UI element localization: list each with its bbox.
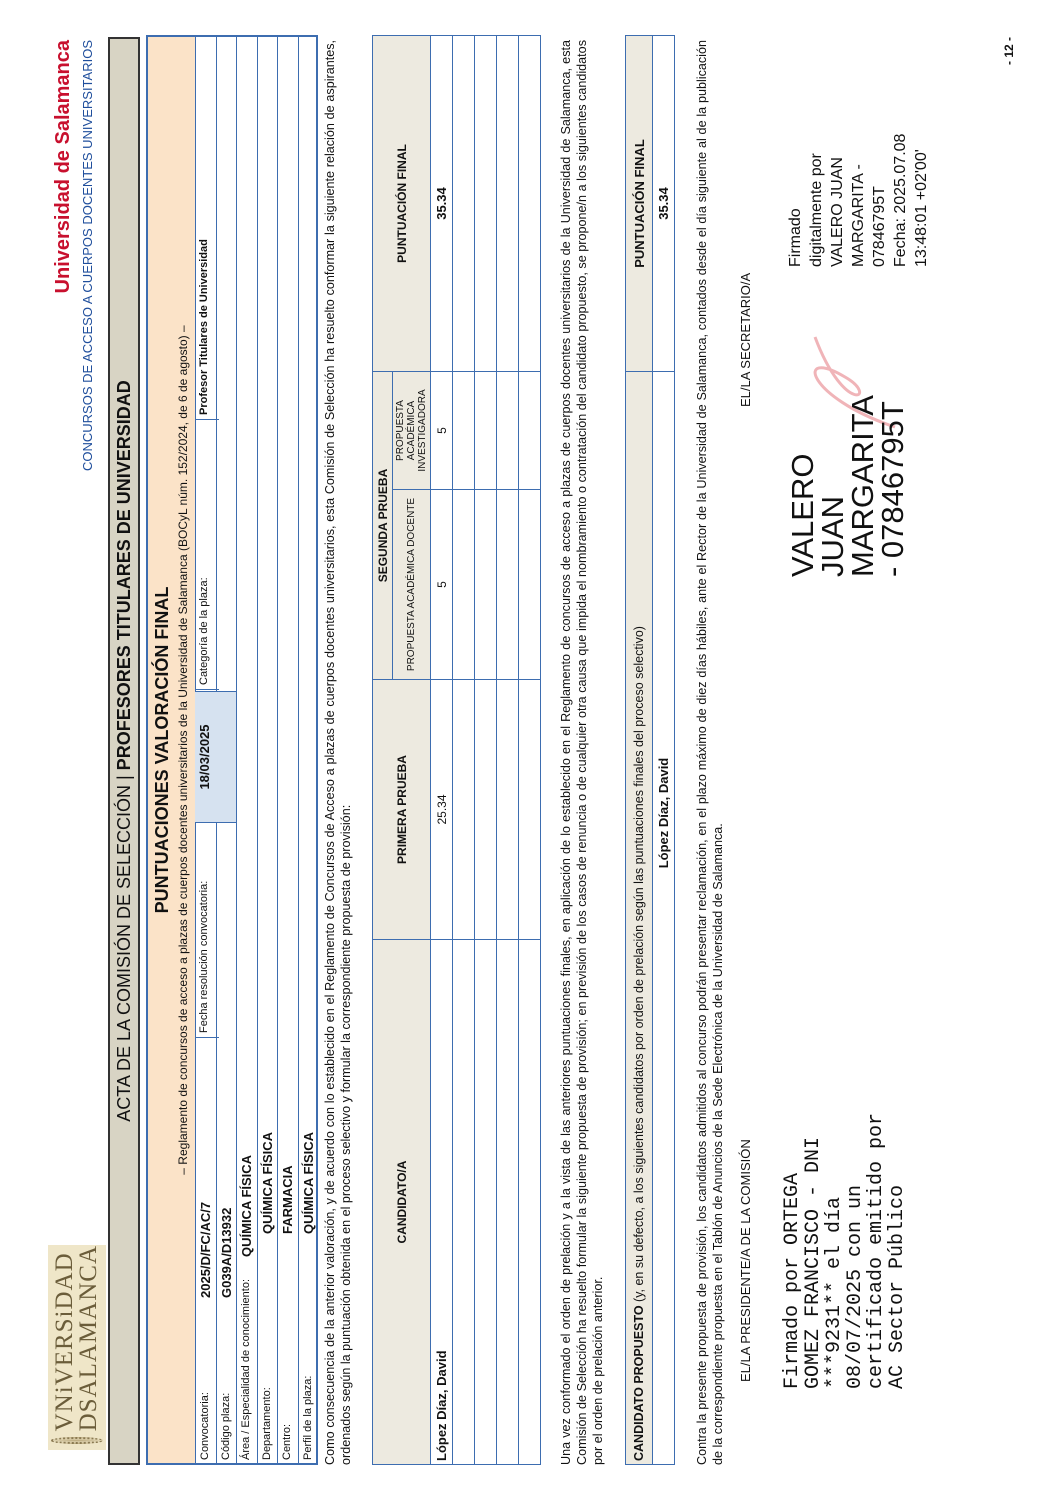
proposed-final-header: PUNTUACIÓN FINAL [626,36,653,372]
proposed-score: 35.34 [653,36,675,372]
label: Código plaza: [219,1392,232,1460]
table-row [497,36,519,1465]
label: Área / Especialidad de conocimiento: [240,1279,252,1460]
seal-icon [51,1437,103,1444]
label: Convocatoria: [199,1392,211,1460]
sig-line: Fecha: 2025.07.08 [892,133,909,267]
info-row [236,37,258,1463]
sig-line: Firmado [787,208,804,267]
proposed-table [625,35,675,1465]
label: Centro: [281,1423,293,1460]
fecha-cell [195,691,236,823]
paragraph-prelacion: Una vez conformado el orden de prelación y a la vista de las anteriores puntuaciones finales, en aplicación de lo establecido en el Reglamento de concursos de acceso a plazas de cuerpos docentes universitarios de la Universidad de Salamanca, esta Comisión de Selección ha resuelto formular la siguiente propuesta de provisión; en previsión de los casos de renuncia o de cualquier otra causa que impida el nombramiento o contratación del candidato propuesto, se propone/n a los siguientes candidatos por el orden de prelación anterior. [559,40,605,1465]
proposed-name: López Díaz, David [653,372,675,1465]
header-primera: PRIMERA PRUEBA [373,680,431,940]
sig-line: ***9231** el día [823,1196,846,1389]
table-row [453,36,475,1465]
value: QUÍMICA FÍSICA [300,1131,316,1234]
info-row [257,37,279,1463]
table-row [431,36,453,1465]
cell-docente [453,490,475,680]
sig-line: 13:48:01 +02'00' [913,149,930,267]
president-label: EL/LA PRESIDENTE/A DE LA COMISIÓN [738,1139,753,1382]
sig-line: JUAN [815,496,850,577]
university-logo [48,1245,106,1450]
sig-line: VALERO [785,453,820,577]
header-investigadora: PROPUESTA ACADÉMICA INVESTIGADORA [393,372,431,490]
header-subtitle: CONCURSOS DE ACCESO A CUERPOS DOCENTES UNIVERSITARIOS [80,40,95,472]
scores-table [372,35,541,1465]
cell-candidato [519,940,541,1465]
cell-final: 35.34 [431,36,453,372]
title-bold: PROFESORES TITULARES DE UNIVERSIDAD [114,380,134,771]
cell-primera [497,680,519,940]
secretary-signature-name [785,395,910,577]
cell-investigadora [519,372,541,490]
cell-docente [497,490,519,680]
sig-line: 07846795T [871,186,888,267]
page-number: - 12 - [1002,36,1016,65]
sig-line: MARGARITA [845,395,880,577]
table-row [519,36,541,1465]
cell-primera [453,680,475,940]
document-title [108,37,140,1465]
cell-docente [519,490,541,680]
value: Profesor Titulares de Universidad [195,235,219,420]
label: Perfil de la plaza: [301,1375,314,1460]
header-candidato: CANDIDATO/A [373,940,431,1465]
sig-line: AC Sector Público [886,1184,909,1389]
table-row [475,36,497,1465]
sig-line: GOMEZ FRANCISCO - DNI [802,1136,825,1389]
label: Departamento: [260,1387,273,1460]
cell-candidato [497,940,519,1465]
cell-investigadora: 5 [431,372,453,490]
proposed-header [626,372,653,1465]
header-final: PUNTUACIÓN FINAL [373,36,431,372]
value: QUÍMICA FÍSICA [239,1154,254,1257]
logo-text: VNiVERSiDAD [51,1252,78,1432]
cell-candidato: López Díaz, David [431,940,453,1465]
cell-investigadora [453,372,475,490]
regulation-text: – Reglamento de concursos de acceso a plazas de cuerpos docentes universitarios de la Universidad de Salamanca (BOCyL núm. 152/2024, de 6 de agosto) – [176,325,190,1175]
president-signature [782,1113,908,1389]
proposed-header-rest: (y, en su defecto, a los siguientes candidatos por orden de prelación según las puntuaciones finales del proceso selectivo) [632,626,646,1306]
cell-final [519,36,541,372]
cell-candidato [453,940,475,1465]
sig-line: - 07846795T [875,401,910,577]
sig-line: MARGARITA - [850,164,867,267]
header-segunda: SEGUNDA PRUEBA [373,372,393,680]
label: Categoría de la plaza: [195,573,219,690]
value: G039A/D13932 [218,1207,234,1298]
value: 18/03/2025 [197,724,212,790]
cell-final [453,36,475,372]
label: Fecha resolución convocatoria: [195,877,219,1038]
university-name: Universidad de Salamanca [52,40,74,294]
secretary-signature-details [785,134,932,267]
header-docente: PROPUESTA ACADÉMICA DOCENTE [393,490,431,680]
proposed-header-bold: CANDIDATO PROPUESTO [632,1305,646,1461]
cell-investigadora [497,372,519,490]
cell-final [497,36,519,372]
cell-investigadora [475,372,497,490]
cell-primera: 25.34 [431,680,453,940]
info-row [298,37,320,1463]
info-row [277,37,299,1463]
cell-primera [475,680,497,940]
cell-candidato [475,940,497,1465]
info-box [146,35,318,1465]
sig-line: Firmado por ORTEGA [781,1172,804,1389]
title-light: ACTA DE LA COMISIÓN DE SELECCIÓN | [114,770,134,1122]
sig-line: VALERO JUAN [829,157,846,267]
sig-line: digitalmente por [808,153,825,267]
paragraph-reclamacion: Contra la presente propuesta de provisión, los candidatos admitidos al concurso podrán presentar reclamación, en el plazo máximo de diez días hábiles, ante el Rector de la Universidad de Salamanca, contados desde el día siguiente al de la publicación de la correspondiente propuesta en el Tablón de Anuncios de la Sede Electrónica de la Universidad de Salamanca. [695,40,725,1465]
sig-line: 08/07/2025 con un [844,1184,867,1389]
info-title: PUNTUACIONES VALORACIÓN FINAL [152,586,172,914]
secretary-label: EL/LA SECRETARIO/A [738,272,753,407]
cell-docente: 5 [431,490,453,680]
paragraph-relacion: Como consecuencia de la anterior valoración, y de acuerdo con lo establecido en el Reglamento de Concursos de Acceso a plazas de cuerpos docentes universitarios, esta Comisión de Selección ha resuelto conformar la siguiente relación de aspirantes, ordenados según la puntuación obtenida en el proceso selectivo y formular la correspondiente propuesta de provisión: [323,40,353,1465]
value: QUÍMICA FÍSICA [259,1131,275,1234]
value: FARMACIA [280,1165,295,1234]
value: 2025/D/FC/AC/7 [198,1201,213,1298]
sig-line: certificado emitido por [865,1112,888,1389]
cell-primera [519,680,541,940]
cell-docente [475,490,497,680]
logo-text: DSALAMANCA [75,1245,102,1432]
cell-final [475,36,497,372]
